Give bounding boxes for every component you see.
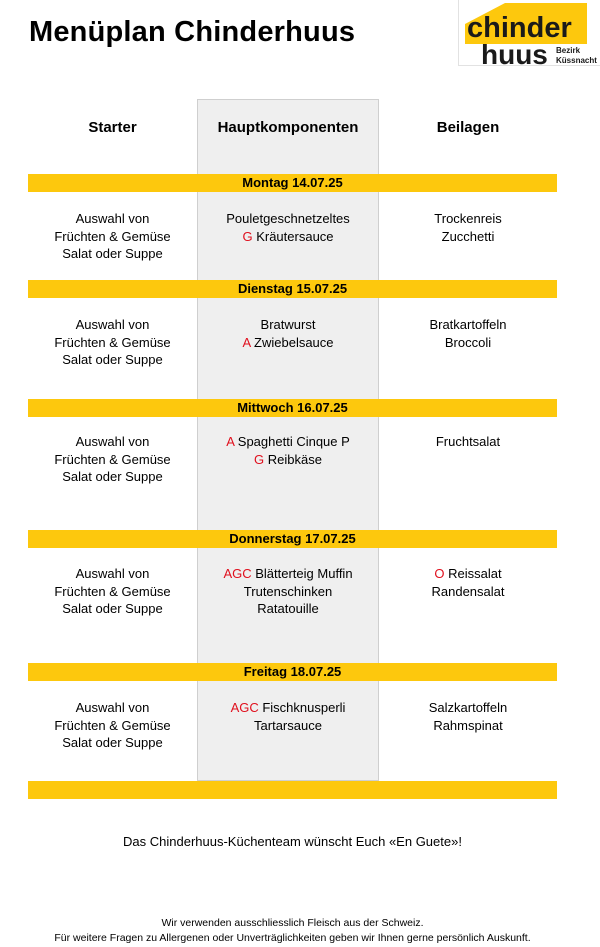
sides-line (379, 334, 557, 352)
svg-text:huus: huus (481, 39, 548, 66)
sides-line (379, 699, 557, 717)
dish-name: Fischknusperli (258, 700, 346, 715)
starter-line: Salat oder Suppe (62, 246, 163, 262)
starter-cell (28, 565, 197, 618)
main-line (197, 334, 379, 352)
allergen-code: AGC (230, 700, 259, 715)
main-line (197, 717, 379, 735)
day-header-bar: Donnerstag 17.07.25 (28, 530, 557, 548)
starter-line: Früchten & Gemüse (54, 228, 171, 244)
day-header-bar: Montag 14.07.25 (28, 174, 557, 192)
allergen-code: AGC (223, 566, 252, 581)
starter-line: Früchten & Gemüse (54, 583, 171, 599)
starter-line: Salat oder Suppe (62, 469, 163, 485)
main-cell (197, 699, 379, 734)
sides-line (379, 565, 557, 583)
sides-line (379, 210, 557, 228)
starter-cell (28, 699, 197, 752)
sides-cell (379, 565, 557, 600)
starter-line: Salat oder Suppe (62, 352, 163, 368)
main-line (197, 583, 379, 601)
dish-name: Reibkäse (264, 451, 322, 467)
allergen-code: A (242, 334, 251, 350)
main-cell (197, 210, 379, 245)
dish-name: Reissalat (444, 566, 502, 581)
sides-line (379, 583, 557, 601)
starter-cell (28, 210, 197, 263)
allergen-code: A (226, 434, 235, 449)
dish-name: Spaghetti Cinque P (234, 434, 350, 449)
dish-name: Pouletgeschnetzeltes (226, 211, 350, 226)
starter-line: Auswahl von (75, 317, 150, 332)
dish-name: Tartarsauce (254, 717, 322, 733)
sides-cell (379, 210, 557, 245)
sides-line (379, 433, 557, 451)
dish-name: Trutenschinken (243, 583, 333, 599)
main-cell (197, 316, 379, 351)
svg-text:Küssnacht: Küssnacht (556, 56, 597, 65)
dish-name: Trockenreis (434, 211, 502, 226)
day-header-bar: Mittwoch 16.07.25 (28, 399, 557, 417)
dish-name: Broccoli (444, 334, 492, 350)
dish-name: Salzkartoffeln (428, 700, 508, 715)
dish-name: Rahmspinat (433, 717, 503, 733)
meat-origin-note: Wir verwenden ausschliesslich Fleisch aus der Schweiz. (161, 917, 424, 929)
dish-name: Zwiebelsauce (250, 334, 334, 350)
closing-wish: Das Chinderhuus-Küchenteam wünscht Euch «En Guete»! (123, 834, 462, 849)
starter-line: Salat oder Suppe (62, 601, 163, 617)
main-line (197, 316, 379, 334)
main-line (197, 210, 379, 228)
sides-line (379, 228, 557, 246)
sides-line (379, 717, 557, 735)
main-line (197, 565, 379, 583)
page-title: Menüplan Chinderhuus (29, 16, 356, 48)
dish-name: Fruchtsalat (435, 434, 501, 449)
main-line (197, 699, 379, 717)
day-header-bar: Dienstag 15.07.25 (28, 280, 557, 298)
bottom-bar (28, 781, 557, 799)
main-cell (197, 565, 379, 618)
main-cell (197, 433, 379, 468)
main-line (197, 228, 379, 246)
starter-line: Auswahl von (75, 566, 150, 581)
sides-cell (379, 316, 557, 351)
dish-name: Zucchetti (441, 228, 495, 244)
column-header-starter: Starter (88, 119, 137, 136)
dish-name: Ratatouille (257, 601, 319, 617)
main-line (197, 451, 379, 469)
starter-line: Auswahl von (75, 434, 150, 449)
starter-line: Früchten & Gemüse (54, 334, 171, 350)
svg-text:chinder: chinder (467, 12, 572, 44)
sides-cell (379, 433, 557, 451)
dish-name: Kräutersauce (252, 228, 334, 244)
dish-name: Randensalat (431, 583, 505, 599)
starter-cell (28, 316, 197, 369)
column-header-sides: Beilagen (436, 119, 500, 136)
svg-text:Bezirk: Bezirk (556, 46, 581, 55)
day-header-bar: Freitag 18.07.25 (28, 663, 557, 681)
sides-line (379, 316, 557, 334)
allergen-info-note: Für weitere Fragen zu Allergenen oder Unverträglichkeiten geben wir Ihnen gerne persönlich Auskunft. (54, 932, 531, 944)
starter-line: Früchten & Gemüse (54, 717, 171, 733)
starter-line: Salat oder Suppe (62, 735, 163, 751)
main-line (197, 600, 379, 618)
dish-name: Blätterteig Muffin (251, 566, 353, 581)
starter-cell (28, 433, 197, 486)
dish-name: Bratwurst (260, 317, 316, 332)
starter-line: Auswahl von (75, 211, 150, 226)
allergen-code: G (254, 451, 265, 467)
allergen-code: G (242, 228, 253, 244)
starter-line: Früchten & Gemüse (54, 451, 171, 467)
column-header-main: Hauptkomponenten (217, 119, 359, 136)
chinderhuus-logo (458, 0, 600, 66)
allergen-code: O (434, 566, 445, 581)
sides-cell (379, 699, 557, 734)
main-line (197, 433, 379, 451)
starter-line: Auswahl von (75, 700, 150, 715)
dish-name: Bratkartoffeln (429, 317, 507, 332)
